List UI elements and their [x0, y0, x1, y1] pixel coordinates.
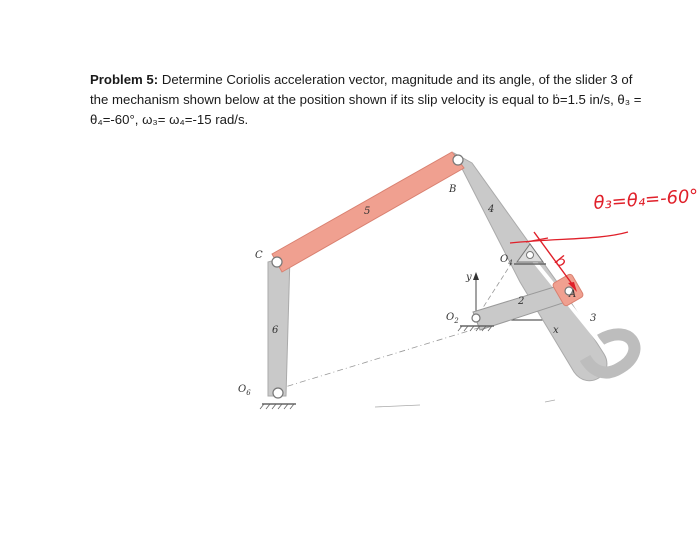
annotation-b: b	[551, 251, 571, 272]
label-o4-sub: 4	[508, 259, 513, 267]
annotation-angles: θ₃=θ₄=-60°	[592, 185, 700, 214]
problem-line-3: θ₄=-60°, ω₃= ω₄=-15 rad/s.	[90, 112, 249, 127]
label-y: y	[466, 272, 472, 283]
label-link-4: 4	[488, 204, 495, 215]
label-x: x	[553, 325, 559, 336]
pin-o6	[273, 388, 283, 398]
label-o6-main: O	[238, 384, 247, 395]
label-o6-sub: 6	[246, 389, 251, 397]
label-b: B	[449, 184, 457, 195]
problem-line-2: the mechanism shown below at the position shown if its slip velocity is equal to ḃ=1.5 in/s, θ₃ =	[90, 92, 642, 107]
label-link-3: 3	[590, 313, 597, 324]
y-axis-arrow	[473, 272, 479, 280]
label-o2-sub: 2	[454, 317, 459, 325]
label-link-6: 6	[272, 325, 279, 336]
label-link-2: 2	[518, 296, 525, 307]
pin-b	[453, 155, 463, 165]
pin-o2	[472, 314, 480, 322]
label-o2-main: O	[446, 312, 455, 323]
label-o2	[446, 312, 459, 325]
label-o6	[238, 384, 251, 397]
pin-o4	[527, 252, 534, 259]
link-4	[454, 153, 607, 381]
problem-text-1: Determine Coriolis acceleration vector, magnitude and its angle, of the slider 3 of	[158, 72, 633, 87]
ground-trace-2	[545, 400, 555, 402]
problem-label: Problem 5:	[90, 72, 159, 87]
pin-c	[272, 257, 282, 267]
label-a: A	[569, 289, 577, 300]
label-c: C	[255, 250, 263, 261]
ground-trace	[375, 405, 420, 407]
label-o4-main: O	[500, 254, 509, 265]
label-link-5: 5	[364, 206, 371, 217]
